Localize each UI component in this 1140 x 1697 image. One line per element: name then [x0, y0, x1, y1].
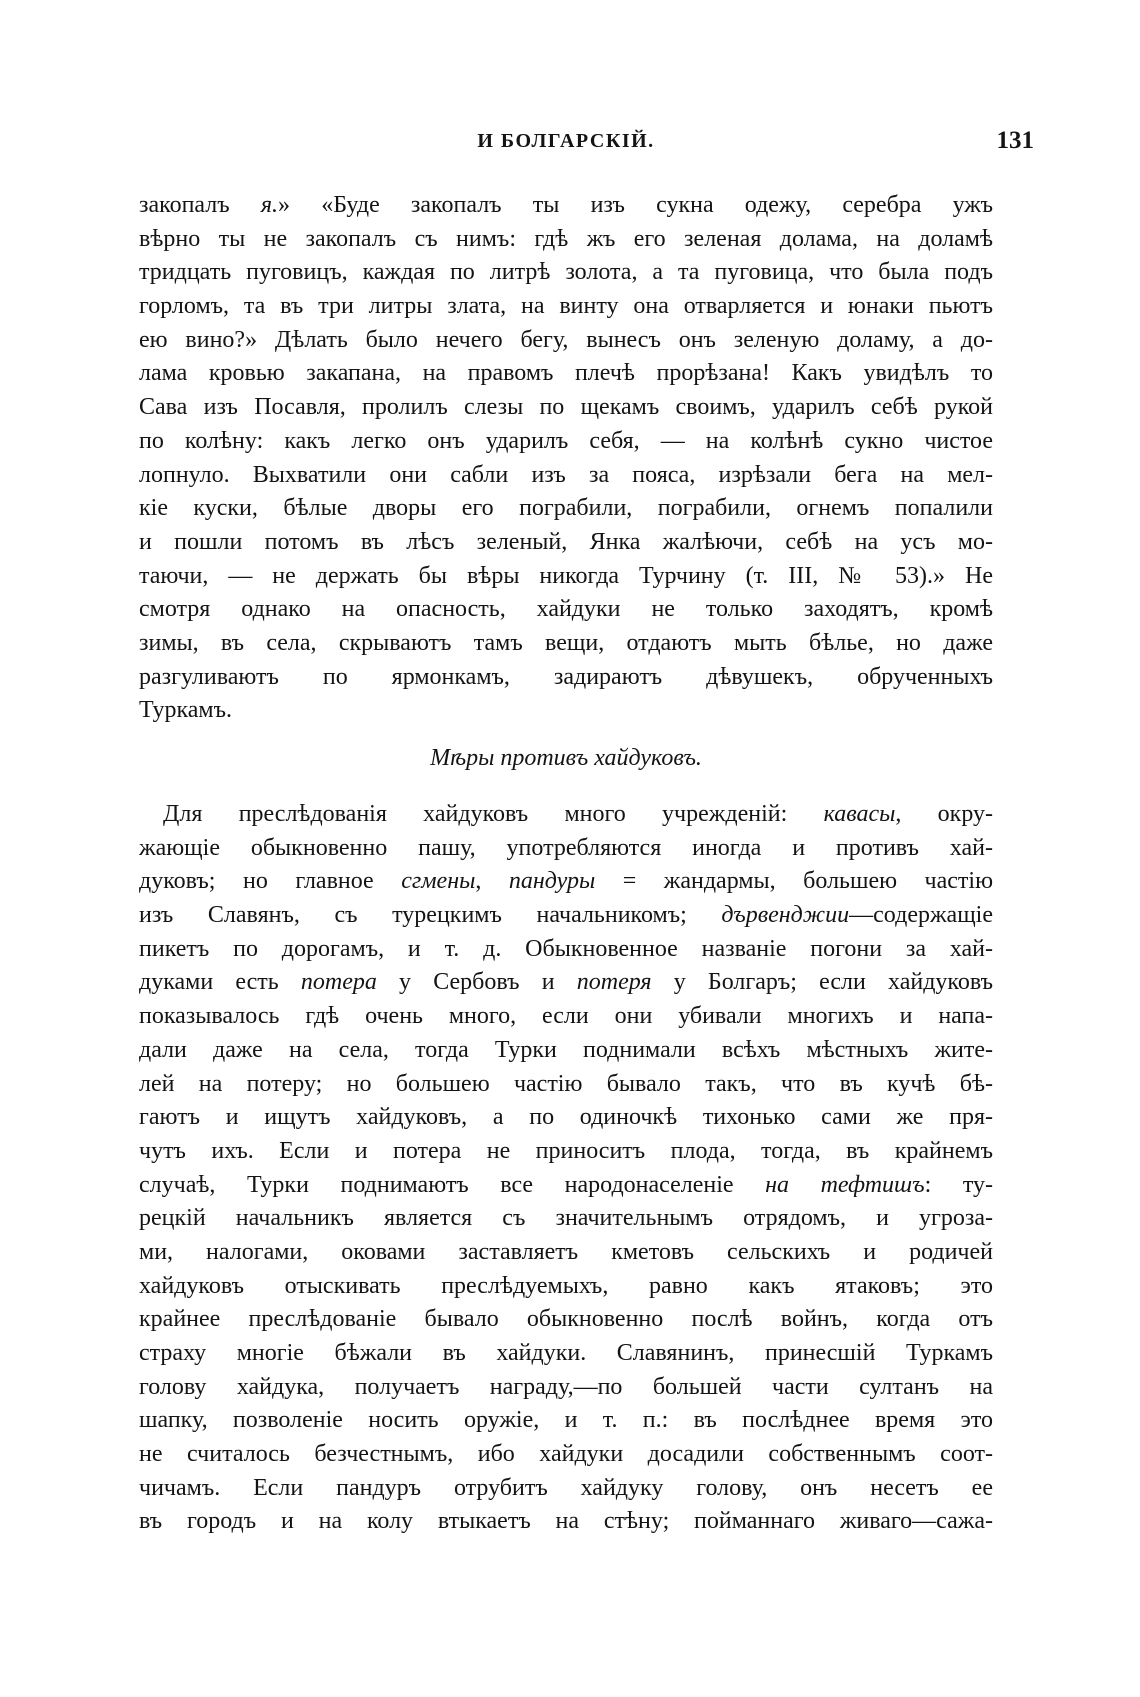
text-line	[139, 256, 993, 290]
paragraph-2	[139, 798, 993, 1539]
text-line	[139, 798, 993, 832]
text-line	[139, 1236, 993, 1270]
running-header	[139, 125, 1034, 157]
italic-segment: пандуры	[508, 868, 596, 895]
text-line	[139, 1000, 993, 1034]
text-line	[139, 357, 993, 391]
text-segment: чутъ ихъ. Если и потера не приноситъ плода, тогда, въ крайнемъ	[139, 1137, 993, 1164]
text-line	[139, 1472, 993, 1506]
text-segment: изъ Славянъ, съ турецкимъ начальникомъ;	[139, 902, 722, 929]
text-line	[139, 290, 993, 324]
text-segment: дуками есть	[139, 969, 301, 996]
text-segment: ,	[475, 868, 509, 895]
text-line	[139, 1505, 993, 1539]
italic-segment: кавасы	[823, 801, 896, 827]
text-line	[139, 1034, 993, 1068]
text-line	[139, 865, 993, 899]
text-segment: = жандармы, большею частію	[595, 868, 993, 895]
text-line	[139, 1438, 993, 1472]
text-segment: закопалъ	[139, 192, 261, 218]
text-segment: по колѣну: какъ легко онъ ударилъ себя, — на колѣнѣ сукно чистое	[139, 427, 993, 454]
text-segment: таючи, — не держать бы вѣры никогда Турчину (т. III, № 53).» Не	[139, 562, 993, 589]
text-line	[139, 1270, 993, 1304]
text-segment: тридцать пуговицъ, каждая по литрѣ золота, а та пуговица, что была подъ	[139, 259, 993, 286]
text-segment: ею вино?» Дѣлать было нечего бегу, вынесъ онъ зеленую доламу, а до-	[139, 326, 993, 353]
text-line	[139, 966, 993, 1000]
text-segment: крайнее преслѣдованіе бывало обыкновенно послѣ войнъ, когда отъ	[139, 1306, 993, 1333]
text-line	[139, 1337, 993, 1371]
text-segment: : ту-	[924, 1171, 993, 1198]
text-line	[139, 593, 993, 627]
text-line	[139, 459, 993, 493]
text-line	[139, 694, 993, 728]
text-segment: лама кровью закапана, на правомъ плечѣ прорѣзана! Какъ увидѣлъ то	[139, 360, 993, 387]
text-segment: кіе куски, бѣлые дворы его пограбили, пограбили, огнемъ попалили	[139, 495, 993, 522]
italic-segment: потера	[300, 969, 377, 996]
text-segment: Сава изъ Посавля, пролилъ слезы по щекамъ своимъ, ударилъ себѣ рукой	[139, 394, 993, 421]
text-segment: Туркамъ.	[139, 697, 233, 724]
text-segment: зимы, въ села, скрываютъ тамъ вещи, отдаютъ мыть бѣлье, но даже	[139, 629, 993, 656]
text-line	[139, 223, 993, 257]
page-number: 131	[996, 127, 1034, 154]
text-line	[139, 1303, 993, 1337]
text-line	[139, 933, 993, 967]
text-segment: лопнуло. Выхватили они сабли изъ за пояса, изрѣзали бега на мел-	[139, 461, 993, 488]
text-segment: случаѣ, Турки поднимаютъ все народонаселеніе	[139, 1171, 766, 1198]
text-segment: » «Буде закопалъ ты изъ сукна одежу, серебра ужъ	[278, 192, 993, 218]
text-segment: —содержащіе	[849, 902, 993, 929]
text-segment: вѣрно ты не закопалъ съ нимъ: гдѣ жъ его зеленая долама, на доламѣ	[139, 225, 993, 252]
text-segment: дуковъ; но главное	[139, 868, 402, 895]
text-line	[139, 391, 993, 425]
text-segment: лей на потеру; но большею частію бывало такъ, что въ кучѣ бѣ-	[139, 1070, 993, 1097]
text-line	[139, 1169, 993, 1203]
text-segment: у Сербовъ и	[376, 969, 577, 996]
text-line	[139, 560, 993, 594]
text-segment: въ городъ и на колу втыкаетъ на стѣну; пойманнаго живаго—сажа-	[139, 1508, 993, 1535]
text-segment: горломъ, та въ три литры злата, на винту она отварляется и юнаки пьютъ	[139, 293, 993, 320]
text-line	[139, 1101, 993, 1135]
text-segment: Для преслѣдованія хайдуковъ много учрежденій:	[163, 801, 824, 827]
paragraph-1	[139, 189, 993, 728]
text-line	[139, 1135, 993, 1169]
text-segment: голову хайдука, получаетъ награду,—по большей части султанъ на	[139, 1373, 993, 1400]
text-segment: пикетъ по дорогамъ, и т. д. Обыкновенное названіе погони за хай-	[139, 935, 993, 962]
text-line	[139, 492, 993, 526]
text-line	[139, 1202, 993, 1236]
text-segment: рецкій начальникъ является съ значительнымъ отрядомъ, и угроза-	[139, 1205, 993, 1232]
text-segment: показывалось гдѣ очень много, если они убивали многихъ и напа-	[139, 1003, 993, 1030]
text-segment: хайдуковъ отыскивать преслѣдуемыхъ, равно какъ ятаковъ; это	[139, 1272, 993, 1299]
text-line	[139, 425, 993, 459]
text-line	[139, 1068, 993, 1102]
text-line	[139, 324, 993, 358]
running-title: И БОЛГАРСКІЙ.	[477, 130, 655, 152]
text-segment: у Болгаръ; если хайдуковъ	[651, 969, 993, 996]
text-line	[139, 189, 993, 223]
text-line	[139, 627, 993, 661]
text-segment: страху многіе бѣжали въ хайдуки. Славянинъ, принесшій Туркамъ	[139, 1340, 993, 1366]
text-segment: и пошли потомъ въ лѣсъ зеленый, Янка жалѣючи, себѣ на усъ мо-	[139, 528, 993, 555]
text-segment: чичамъ. Если пандуръ отрубитъ хайдуку голову, онъ несетъ ее	[139, 1474, 993, 1501]
italic-segment: сгмены	[401, 868, 476, 895]
text-segment: жающіе обыкновенно пашу, употребляются иногда и противъ хай-	[139, 834, 993, 861]
italic-segment: дървенджии	[721, 902, 850, 929]
text-line	[139, 832, 993, 866]
text-line	[139, 1404, 993, 1438]
text-segment: разгуливаютъ по ярмонкамъ, задираютъ дѣвушекъ, обрученныхъ	[139, 663, 993, 690]
text-segment: ми, налогами, оковами заставляетъ кметовъ сельскихъ и родичей	[139, 1238, 993, 1265]
text-line	[139, 526, 993, 560]
text-line	[139, 899, 993, 933]
italic-segment: потеря	[576, 969, 652, 996]
text-segment: , окру-	[895, 801, 993, 827]
text-segment: гаютъ и ищутъ хайдуковъ, а по одиночкѣ тихонько сами же пря-	[139, 1104, 993, 1131]
text-segment: шапку, позволеніе носить оружіе, и т. п.: въ послѣднее время это	[139, 1407, 993, 1434]
text-segment: не считалось безчестнымъ, ибо хайдуки досадили собственнымъ соот-	[139, 1441, 993, 1468]
italic-segment: на тефтишъ	[765, 1171, 925, 1198]
italic-segment: я.	[260, 192, 279, 218]
text-line	[139, 1371, 993, 1405]
text-segment: смотря однако на опасность, хайдуки не только заходятъ, кромѣ	[139, 596, 993, 623]
section-heading: Мѣры противъ хайдуковъ.	[430, 745, 702, 771]
text-segment: дали даже на села, тогда Турки поднимали всѣхъ мѣстныхъ жите-	[139, 1036, 993, 1063]
text-line	[139, 661, 993, 695]
